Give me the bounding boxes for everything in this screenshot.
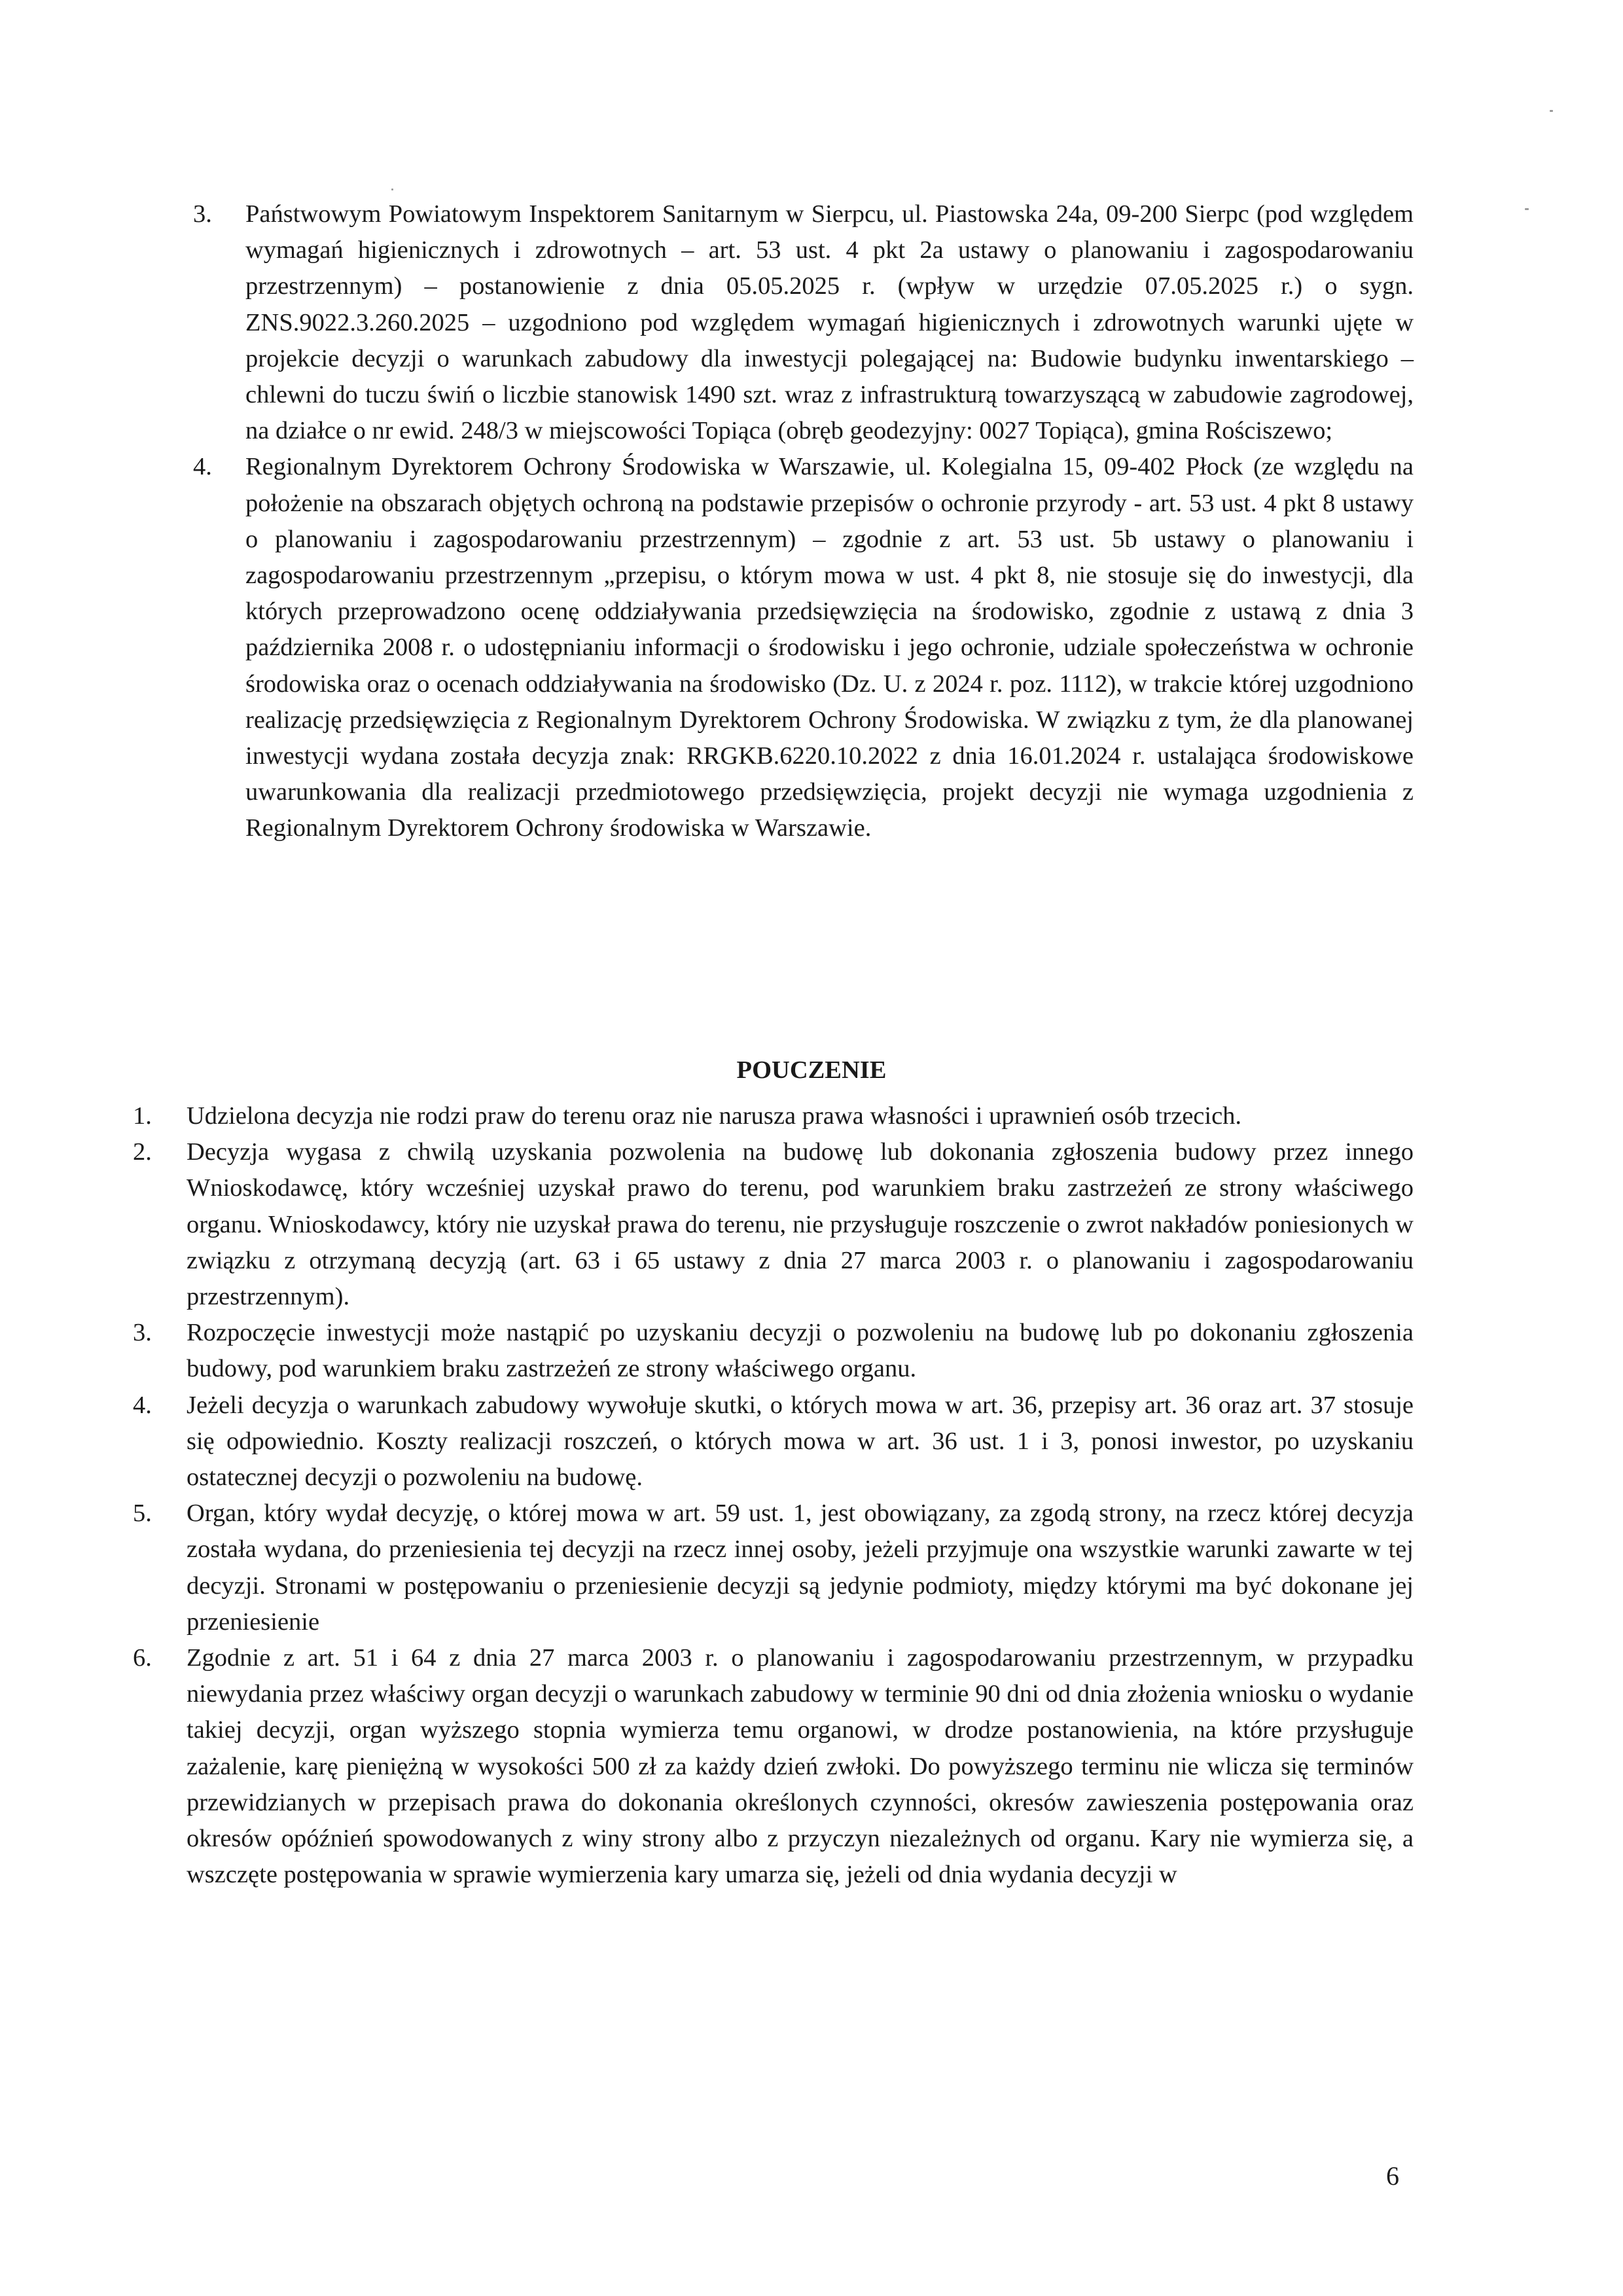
item-number: 4.: [193, 453, 212, 481]
list-item: [133, 1134, 1414, 1315]
list-item: [133, 1315, 1414, 1387]
item-number: 3.: [193, 200, 212, 228]
list-item: [133, 1640, 1414, 1893]
item-text: Udzielona decyzja nie rodzi praw do terenu oraz nie narusza prawa własności i uprawnień osób trzecich.: [187, 1102, 1242, 1130]
item-text: Państwowym Powiatowym Inspektorem Sanitarnym w Sierpcu, ul. Piastowska 24a, 09-200 Sierpc (pod względem wymagań higienicznych i zdrowotnych – art. 53 ust. 4 pkt 2a ustawy o planowaniu i zagospodarowaniu przestrzennym) – postanowienie z dnia 05.05.2025 r. (wpływ w urzędzie 07.05.2025 r.) o sygn. ZNS.9022.3.260.2025 – uzgodniono pod względem wymagań higienicznych i zdrowotnych warunki ujęte w projekcie decyzji o warunkach zabudowy dla inwestycji polegającej na: Budowie budynku inwentarskiego – chlewni do tuczu świń o liczbie stanowisk 1490 szt. wraz z infrastrukturą towarzyszącą w zabudowie zagrodowej, na działce o nr ewid. 248/3 w miejscowości Topiąca (obręb geodezyjny: 0027 Topiąca), gmina Rościszewo;: [245, 200, 1414, 445]
continuation-list: [193, 196, 1414, 847]
list-item: [193, 196, 1414, 449]
list-item: [133, 1098, 1414, 1134]
list-item: [133, 1388, 1414, 1496]
scan-speck: [1525, 208, 1529, 210]
item-text: Regionalnym Dyrektorem Ochrony Środowiska w Warszawie, ul. Kolegialna 15, 09-402 Płock (ze względu na położenie na obszarach objętych ochroną na podstawie przepisów o ochronie przyrody - art. 53 ust. 4 pkt 8 ustawy o planowaniu i zagospodarowaniu przestrzennym) – zgodnie z art. 53 ust. 5b ustawy o planowaniu i zagospodarowaniu przestrzennym „przepisu, o którym mowa w ust. 4 pkt 8, nie stosuje się do inwestycji, dla których przeprowadzono ocenę oddziaływania przedsięwzięcia na środowisko, zgodnie z ustawą z dnia 3 października 2008 r. o udostępnianiu informacji o środowisku i jego ochronie, udziale społeczeństwa w ochronie środowiska oraz o ocenach oddziaływania na środowisko (Dz. U. z 2024 r. poz. 1112), w trakcie której uzgodniono realizację przedsięwzięcia z Regionalnym Dyrektorem Ochrony Środowiska. W związku z tym, że dla planowanej inwestycji wydana została decyzja znak: RRGKB.6220.10.2022 z dnia 16.01.2024 r. ustalająca środowiskowe uwarunkowania dla realizacji przedmiotowego przedsięwzięcia, projekt decyzji nie wymaga uzgodnienia z Regionalnym Dyrektorem Ochrony środowiska w Warszawie.: [245, 453, 1414, 842]
pouczenie-list: [133, 1098, 1414, 1893]
item-text: Decyzja wygasa z chwilą uzyskania pozwolenia na budowę lub dokonania zgłoszenia budowy przez innego Wnioskodawcę, który wcześniej uzyskał prawo do terenu, pod warunkiem braku zastrzeżeń ze strony właściwego organu. Wnioskodawcy, który nie uzyskał prawa do terenu, nie przysługuje roszczenie o zwrot nakładów poniesionych w związku z otrzymaną decyzją (art. 63 i 65 ustawy z dnia 27 marca 2003 r. o planowaniu i zagospodarowaniu przestrzennym).: [187, 1138, 1414, 1311]
item-text: Rozpoczęcie inwestycji może nastąpić po uzyskaniu decyzji o pozwoleniu na budowę lub po dokonaniu zgłoszenia budowy, pod warunkiem braku zastrzeżeń ze strony właściwego organu.: [187, 1319, 1414, 1383]
list-item: [193, 449, 1414, 846]
item-number: 6.: [133, 1644, 152, 1672]
item-text: Jeżeli decyzja o warunkach zabudowy wywołuje skutki, o których mowa w art. 36, przepisy art. 36 oraz art. 37 stosuje się odpowiednio. Koszty realizacji roszczeń, o których mowa w art. 36 ust. 1 i 3, ponosi inwestor, po uzyskaniu ostatecznej decyzji o pozwoleniu na budowę.: [187, 1391, 1414, 1492]
item-number: 4.: [133, 1391, 152, 1419]
pouczenie-heading: POUCZENIE: [736, 1056, 887, 1084]
item-text: Organ, który wydał decyzję, o której mowa w art. 59 ust. 1, jest obowiązany, za zgodą strony, na rzecz której decyzja została wydana, do przeniesienia tej decyzji na rzecz innej osoby, jeżeli przyjmuje ona wszystkie warunki zawarte w tej decyzji. Stronami w postępowaniu o przeniesienie decyzji są jedynie podmioty, między którymi ma być dokonane jej przeniesienie: [187, 1499, 1414, 1636]
item-number: 2.: [133, 1138, 152, 1166]
scan-speck: [391, 188, 393, 190]
item-number: 3.: [133, 1319, 152, 1347]
scan-speck: [1550, 110, 1553, 112]
list-item: [133, 1496, 1414, 1640]
item-number: 1.: [133, 1102, 152, 1130]
page-number: 6: [1386, 2161, 1399, 2191]
item-number: 5.: [133, 1499, 152, 1528]
item-text: Zgodnie z art. 51 i 64 z dnia 27 marca 2003 r. o planowaniu i zagospodarowaniu przestrzennym, w przypadku niewydania przez właściwy organ decyzji o warunkach zabudowy w terminie 90 dni od dnia złożenia wniosku o wydanie takiej decyzji, organ wyższego stopnia wymierza temu organowi, w drodze postanowienia, na które przysługuje zażalenie, karę pieniężną w wysokości 500 zł za każdy dzień zwłoki. Do powyższego terminu nie wlicza się terminów przewidzianych w przepisach prawa do dokonania określonych czynności, okresów zawieszenia postępowania oraz okresów opóźnień spowodowanych z winy strony albo z przyczyn niezależnych od organu. Kary nie wymierza się, a wszczęte postępowania w sprawie wymierzenia kary umarza się, jeżeli od dnia wydania decyzji w: [187, 1644, 1414, 1889]
